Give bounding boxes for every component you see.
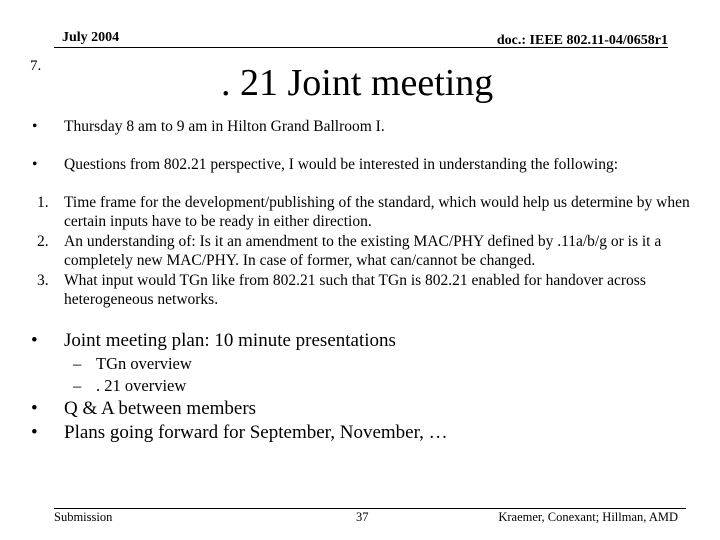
slide-number: 7. xyxy=(30,58,42,74)
numbered-item xyxy=(57,193,694,231)
bullet-marker: • xyxy=(31,422,38,443)
meeting-time-text: Thursday 8 am to 9 am in Hilton Grand Ballroom I. xyxy=(64,118,385,135)
plan-item-21: . 21 overview xyxy=(96,376,187,395)
meeting-plan-text: Joint meeting plan: 10 minute presentations xyxy=(64,330,396,351)
footer-submission: Submission xyxy=(54,510,113,524)
numbered-item-text: What input would TGn like from 802.21 such that TGn is 802.21 enabled for handover across heterogeneous networks. xyxy=(64,272,646,308)
numbered-item-text: Time frame for the development/publishing of the standard, which would help us determine by when certain inputs have to be ready in either direction. xyxy=(64,194,690,230)
bullet-marker: • xyxy=(32,118,38,135)
future-plans-text: Plans going forward for September, November, … xyxy=(64,422,448,443)
list-number: 1. xyxy=(37,194,49,211)
qa-text: Q & A between members xyxy=(64,398,257,419)
dash-marker: – xyxy=(73,354,82,373)
header-date: July 2004 xyxy=(62,30,120,45)
bullet-marker: • xyxy=(32,156,38,173)
numbered-item-text: An understanding of: Is it an amendment to the existing MAC/PHY defined by .11a/b/g or is it a completely new MAC/PHY. In case of former, what can/cannot be changed. xyxy=(64,233,662,269)
plan-item-tgn: TGn overview xyxy=(96,354,192,373)
numbered-item xyxy=(57,232,694,270)
footer-authors: Kraemer, Conexant; Hillman, AMD xyxy=(498,510,678,524)
header-doc-id: doc.: IEEE 802.11-04/0658r1 xyxy=(496,33,668,48)
bullet-marker: • xyxy=(31,330,38,351)
footer-rule xyxy=(54,508,686,509)
bullet-marker: • xyxy=(31,398,38,419)
list-number: 3. xyxy=(37,272,49,289)
questions-text: Questions from 802.21 perspective, I would be interested in understanding the following: xyxy=(64,156,619,173)
page-number: 37 xyxy=(356,510,369,524)
dash-marker: – xyxy=(73,376,82,395)
list-number: 2. xyxy=(37,233,49,250)
slide-title: . 21 Joint meeting xyxy=(221,62,494,104)
numbered-item xyxy=(57,271,694,309)
header-rule xyxy=(54,47,668,48)
